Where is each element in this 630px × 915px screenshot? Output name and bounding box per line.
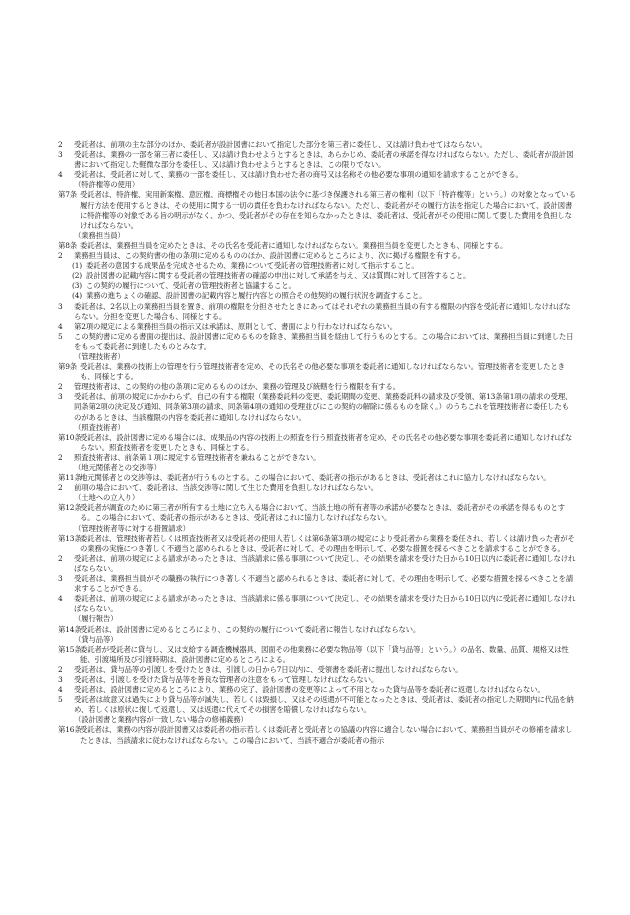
item-number: 2 (58, 452, 63, 462)
paragraph-item (58, 392, 576, 422)
paragraph-text: 受託者は、設計図書に定めるところにより、業務の完了、設計図書の変更等によって不用となった貸与品等を委託者に返還しなければならない。 (74, 685, 545, 695)
paragraph-text: 業務担当員は、この契約書の他の条項に定めるもののほか、設計図書に定めるところにより、次に掲げる権限を有する。 (74, 251, 465, 261)
paragraph-text: （設計図書と業務内容が一致しない場合の修補義務） (74, 715, 248, 725)
paragraph-item (58, 332, 576, 352)
item-number: 2 (58, 664, 63, 674)
item-number: 2 (58, 483, 63, 493)
article-paragraph (58, 433, 576, 453)
article-caption (58, 231, 576, 241)
article-number: 第10条 (58, 432, 82, 442)
paragraph-text: 委託者は、前項の規定による請求があったときは、当該請求に係る事項について決定し、その結果を請求を受けた日から10日以内に受託者に通知しなければならない。 (74, 594, 576, 614)
paragraph-text: 受託者が調査のために第三者が所有する土地に立ち入る場合において、当該土地の所有者等の承諾が必要なときは、委託者がその承諾を得るものとする。この場合において、委託者の指示があるときは、受託者はこれに協力しなければならない。 (80, 503, 565, 523)
item-number: 4 (58, 170, 63, 180)
paragraph-text: この契約書に定める書面の提出は、設計図書に定めるものを除き、業務担当員を経由して行うものとする。この場合においては、業務担当員に到達した日をもって委託者に到達したものとみなす。 (74, 331, 574, 351)
paragraph-text: 受託者は、業務の技術上の管理を行う管理技術者を定め、その氏名その他必要な事項を委託者に通知しなければならない。管理技術者を変更したときも、同様とする。 (80, 362, 565, 382)
item-number: 3 (58, 674, 63, 684)
paragraph-text: 受託者は、特許権、実用新案権、意匠権、商標権その他日本国の法令に基づき保護される第三者の権利（以下「特許権等」という。）の対象となっている履行方法を使用するときは、その使用に関する一切の責任を負わなければならない。ただし、委託者がその履行方法を指定した場合において、設計図書に特許権等の対象である旨の明示がなく、かつ、受託者がその存在を知らなかったときは、委託者は、受託者がその使用に関して要した費用を負担しなければならない。 (80, 190, 576, 230)
paragraph-text: （土地への立入り） (74, 493, 140, 503)
item-number: 2 (58, 553, 63, 563)
paragraph-item (58, 251, 576, 261)
article-caption (58, 635, 576, 645)
paragraph-item (58, 665, 576, 675)
paragraph-text: （管理技術者） (74, 351, 125, 361)
article-paragraph (58, 190, 576, 230)
article-caption (58, 715, 576, 725)
paragraph-item (58, 574, 576, 594)
paragraph-text: （管理技術者等に対する措置請求） (74, 523, 190, 533)
article-number: 第15条 (58, 644, 82, 654)
item-number: 4 (58, 321, 63, 331)
paragraph-text: 受託者は、貸与品等の引渡しを受けたときは、引渡しの日から7日以内に、受領書を委託者に提出しなければならない。 (74, 664, 463, 674)
item-number: 3 (58, 392, 63, 402)
article-paragraph (58, 645, 576, 665)
item-number: (2) (72, 271, 83, 281)
paragraph-text: 委託者が受託者に貸与し、又は支給する調査機械器具、図面その他業務に必要な物品等（以下「貸与品等」という。）の品名、数量、品質、規格又は性能、引渡場所及び引渡時期は、設計図書に定めるところによる。 (80, 644, 569, 664)
paragraph-item (58, 453, 576, 463)
paragraph-text: 受託者は、業務担当員がその職務の執行につき著しく不適当と認められるときは、委託者に対して、その理由を明示して、必要な措置を採るべきことを請求することができる。 (74, 574, 574, 594)
paragraph-text: 第2項の規定による業務担当員の指示又は承諾は、原則として、書面により行わなければならない。 (74, 321, 397, 331)
paragraph-text: 管理技術者は、この契約の他の条項に定めるもののほか、業務の管理及び統轄を行う権限を有する。 (74, 382, 400, 392)
article-number: 第8条 (58, 240, 78, 250)
article-paragraph (58, 625, 576, 635)
item-number: 3 (58, 150, 63, 160)
paragraph-item (58, 170, 576, 180)
paragraph-text: （特許権等の使用） (74, 180, 140, 190)
item-number: 4 (58, 685, 63, 695)
paragraph-text: 受託者は、業務の一部を第三者に委任し、又は請け負わせようとするときは、あらかじめ、委託者の承諾を得なければならない。ただし、委託者が設計図書において指定した軽微な部分を委任し、又は請け負わせようとするときは、この限りでない。 (74, 150, 574, 170)
item-number: 4 (58, 594, 63, 604)
paragraph-text: 受託者は故意又は過失により貸与品等が滅失し、若しくは毀損し、又はその返還が不可能となったときは、受託者は、委託者の指定した期間内に代品を納め、若しくは原状に復して返還し、又は返還に代えてその損害を賠償しなければならない。 (74, 695, 574, 715)
article-caption (58, 524, 576, 534)
paragraph-text: 委託者は、業務担当員を定めたときは、その氏名を受託者に通知しなければならない。業務担当員を変更したときも、同様とする。 (80, 240, 508, 250)
article-caption (58, 352, 576, 362)
article-caption (58, 180, 576, 190)
numbered-subitem (58, 271, 576, 281)
paragraph-item (58, 594, 576, 614)
paragraph-text: 照査技術者は、前条第１項に規定する管理技術者を兼ねることができない。 (74, 452, 321, 462)
paragraph-text: 受託者は、受託者に対して、業務の一部を委任し、又は請け負わせた者の商号又は名称その他必要な事項の通知を請求することができる。 (74, 170, 523, 180)
numbered-subitem (58, 281, 576, 291)
paragraph-text: （貸与品等） (74, 634, 118, 644)
article-paragraph (58, 725, 576, 745)
paragraph-item (58, 675, 576, 685)
article-number: 第13条 (58, 533, 82, 543)
paragraph-text: 設計図書の記載内容に関する受託者の管理技術者の確認の申出に対して承諾を与え、又は質問に対して回答すること。 (86, 271, 471, 281)
item-number: (4) (72, 291, 83, 301)
article-caption (58, 463, 576, 473)
item-number: 3 (58, 574, 63, 584)
article-paragraph (58, 503, 576, 523)
article-paragraph (58, 473, 576, 483)
article-number: 第12条 (58, 503, 82, 513)
paragraph-item (58, 322, 576, 332)
paragraph-item (58, 140, 576, 150)
article-number: 第14条 (58, 624, 82, 634)
paragraph-text: 委託者は、2名以上の業務担当員を置き、前項の権限を分担させたときにあってはそれぞれの業務担当員の有する権限の内容を受託者に通知しなければならない。分担を変更した場合も、同様とする。 (74, 301, 571, 321)
paragraph-text: この契約の履行について、受託者の管理技術者と協議すること。 (86, 281, 296, 291)
paragraph-text: 委託者は、管理技術者若しくは照査技術者又は受託者の使用人若しくは第6条第3項の規定により受託者から業務を委任され、若しくは請け負った者がその業務の実施につき著しく不適当と認められるときは、受託者に対して、その理由を明示して、必要な措置を採るべきことを請求することができる。 (80, 533, 575, 553)
article-paragraph (58, 241, 576, 251)
paragraph-text: （履行報告） (74, 614, 118, 624)
article-caption (58, 614, 576, 624)
paragraph-text: 業務の進ちょくの確認、設計図書の記載内容と履行内容との照合その他契約の履行状況を調査すること。 (86, 291, 427, 301)
item-number: 2 (58, 382, 63, 392)
paragraph-text: 前項の場合において、委託者は、当該交渉等に関して生じた費用を負担しなければならない。 (74, 483, 378, 493)
article-paragraph (58, 534, 576, 554)
paragraph-item (58, 695, 576, 715)
article-number: 第16条 (58, 725, 82, 735)
paragraph-text: 受託者は、設計図書に定める場合には、成果品の内容の技術上の照査を行う照査技術者を定め、その氏名その他必要な事項を委託者に通知しなければならない。照査技術者を変更したときも、同様とする。 (80, 432, 573, 452)
item-number: 5 (58, 331, 63, 341)
paragraph-text: 地元関係者との交渉等は、委託者が行うものとする。この場合において、委託者の指示があるときは、受託者はこれに協力しなければならない。 (80, 473, 551, 483)
article-paragraph (58, 362, 576, 382)
paragraph-text: 受託者は、前項の規定にかかわらず、自己の有する権限（業務委託料の変更、委託期間の変更、業務委託料の請求及び受領、第13条第1項の請求の受理、同条第2項の決定及び通知、同条第3項の請求、同条第4項の通知の受理並びにこの契約の解除に係るものを除く。）のうちこれを管理技術者に委任したものがあるときは、当該権限の内容を委託者に通知しなければならない。 (74, 392, 573, 422)
article-caption (58, 493, 576, 503)
paragraph-text: （照査技術者） (74, 422, 125, 432)
paragraph-text: 委託者の意図する成果品を完成させるため、業務について受託者の管理技術者に対して指示すること。 (86, 261, 419, 271)
paragraph-text: （業務担当員） (74, 230, 125, 240)
item-number: 5 (58, 695, 63, 705)
article-number: 第7条 (58, 190, 78, 200)
paragraph-item (58, 554, 576, 574)
paragraph-text: （地元関係者との交渉等） (74, 463, 161, 472)
paragraph-text: 受託者は、業務の内容が設計図書又は委託者の指示若しくは委託者と受託者との協議の内容に適合しない場合において、業務担当員がその修補を請求したときは、当該請求に従わなければならない。この場合において、当該不適合が委託者の指示 (80, 725, 573, 745)
item-number: (3) (72, 281, 83, 291)
paragraph-text: 受託者は、前項の規定による請求があったときは、当該請求に係る事項について決定し、その結果を請求を受けた日から10日以内に委託者に通知しなければならない。 (74, 553, 576, 573)
paragraph-item (58, 483, 576, 493)
paragraph-item (58, 150, 576, 170)
item-number: 3 (58, 301, 63, 311)
paragraph-text: 受託者は、引渡しを受けた貸与品等を善良な管理者の注意をもって管理しなければならない。 (74, 674, 379, 684)
paragraph-item (58, 382, 576, 392)
article-caption (58, 423, 576, 433)
paragraph-item (58, 685, 576, 695)
article-number: 第11条 (58, 473, 82, 483)
contract-document-body (58, 140, 576, 746)
article-number: 第9条 (58, 362, 78, 372)
item-number: 2 (58, 251, 63, 261)
paragraph-item (58, 302, 576, 322)
numbered-subitem (58, 261, 576, 271)
item-number: 2 (58, 140, 63, 149)
item-number: (1) (72, 261, 83, 271)
paragraph-text: 受託者は、設計図書に定めるところにより、この契約の履行について委託者に報告しなければならない。 (80, 624, 421, 634)
numbered-subitem (58, 291, 576, 301)
paragraph-text: 受託者は、前項の主な部分のほか、委託者が設計図書において指定した部分を第三者に委任し、又は請け負わせてはならない。 (74, 140, 487, 149)
